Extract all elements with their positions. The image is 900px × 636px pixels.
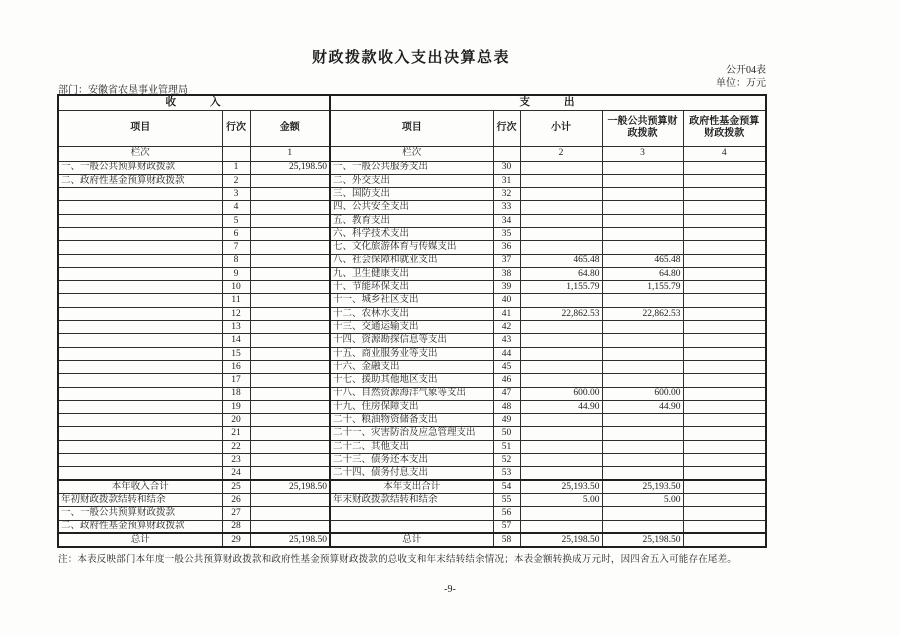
expense-line-cell: 56 (493, 507, 520, 520)
income-amount-cell (250, 427, 330, 440)
expense-general-budget-cell (602, 201, 683, 214)
income-line-cell: 2 (222, 174, 250, 187)
expense-line-cell: 35 (493, 227, 520, 240)
expense-subtotal-cell (520, 454, 602, 467)
expense-line-cell: 38 (493, 267, 520, 280)
income-amount-cell (250, 321, 330, 334)
expense-line-cell: 47 (493, 387, 520, 400)
expense-general-budget-cell (602, 454, 683, 467)
income-item-cell (58, 201, 222, 214)
expense-gov-fund-cell (683, 161, 766, 174)
expense-general-budget-cell: 5.00 (602, 493, 683, 506)
income-item-cell (58, 387, 222, 400)
expense-gov-fund-cell (683, 360, 766, 373)
income-line-cell: 11 (222, 294, 250, 307)
expense-gov-fund-cell (683, 214, 766, 227)
expense-general-budget-cell: 600.00 (602, 387, 683, 400)
income-line-cell: 3 (222, 188, 250, 201)
income-index-1: 1 (250, 146, 330, 161)
expense-general-budget-cell: 22,862.53 (602, 307, 683, 320)
page-title: 财政拨款收入支出决算总表 (311, 50, 510, 66)
expense-line-cell: 31 (493, 174, 520, 187)
table-row (58, 307, 766, 320)
income-amount-cell (250, 440, 330, 453)
expense-general-budget-cell (602, 188, 683, 201)
income-line-cell: 5 (222, 214, 250, 227)
expense-item-cell: 五、教育支出 (330, 214, 493, 227)
income-item-cell (58, 294, 222, 307)
income-item-header: 项目 (58, 110, 222, 146)
income-line-cell: 6 (222, 227, 250, 240)
expense-subtotal-cell: 600.00 (520, 387, 602, 400)
expense-line-cell: 44 (493, 347, 520, 360)
income-item-cell (58, 454, 222, 467)
table-row (58, 493, 766, 506)
income-line-cell: 16 (222, 360, 250, 373)
table-row (58, 454, 766, 467)
table-row (58, 267, 766, 280)
income-amount-cell (250, 214, 330, 227)
expense-general-budget-cell (602, 427, 683, 440)
income-item-cell: 本年收入合计 (58, 480, 222, 493)
expense-gov-fund-cell (683, 454, 766, 467)
expense-subtotal-cell: 22,862.53 (520, 307, 602, 320)
income-amount-cell (250, 360, 330, 373)
income-item-cell (58, 321, 222, 334)
expense-item-header: 项目 (330, 110, 493, 146)
table-row (58, 227, 766, 240)
table-code: 公开04表 (726, 65, 766, 76)
expense-subtotal-cell (520, 414, 602, 427)
expense-gov-fund-cell (683, 294, 766, 307)
expense-general-budget-cell (602, 174, 683, 187)
expense-general-budget-cell (602, 347, 683, 360)
income-item-cell: 二、政府性基金预算财政拨款 (58, 174, 222, 187)
table-body (58, 161, 766, 547)
table-row (58, 161, 766, 174)
expense-item-cell: 十、节能环保支出 (330, 281, 493, 294)
expense-general-budget-cell (602, 440, 683, 453)
expense-gov-fund-cell (683, 414, 766, 427)
expense-gov-fund-cell (683, 387, 766, 400)
income-line-cell: 25 (222, 480, 250, 493)
expense-gov-fund-cell (683, 241, 766, 254)
income-item-cell (58, 467, 222, 480)
income-line-cell: 15 (222, 347, 250, 360)
expense-subtotal-cell (520, 374, 602, 387)
table-row (58, 334, 766, 347)
income-line-cell: 24 (222, 467, 250, 480)
income-amount-cell (250, 347, 330, 360)
expense-index-4: 4 (683, 146, 766, 161)
expense-index-line (493, 146, 520, 161)
section-header-row (58, 95, 766, 110)
expense-subtotal-cell: 25,193.50 (520, 480, 602, 493)
income-item-cell (58, 254, 222, 267)
table-row (58, 241, 766, 254)
fiscal-summary-table (57, 94, 767, 548)
income-index-line (222, 146, 250, 161)
expense-gov-fund-cell (683, 533, 766, 546)
income-line-cell: 29 (222, 533, 250, 546)
expense-general-budget-cell (602, 467, 683, 480)
expense-general-budget-cell (602, 520, 683, 533)
expense-line-cell: 33 (493, 201, 520, 214)
income-amount-header: 金额 (250, 110, 330, 146)
expense-line-cell: 42 (493, 321, 520, 334)
column-index-row (58, 146, 766, 161)
expense-gov-fund-cell (683, 267, 766, 280)
income-line-cell: 27 (222, 507, 250, 520)
table-row (58, 321, 766, 334)
income-item-cell (58, 440, 222, 453)
expense-subtotal-cell: 25,198.50 (520, 533, 602, 546)
expense-item-cell: 十二、农林水支出 (330, 307, 493, 320)
expense-subtotal-cell (520, 507, 602, 520)
expense-general-budget-cell: 44.90 (602, 400, 683, 413)
table-row (58, 414, 766, 427)
expense-line-cell: 34 (493, 214, 520, 227)
expense-general-budget-cell: 1,155.79 (602, 281, 683, 294)
expense-line-cell: 32 (493, 188, 520, 201)
expense-gov-fund-cell (683, 480, 766, 493)
expense-gov-fund-cell (683, 520, 766, 533)
income-line-cell: 20 (222, 414, 250, 427)
expense-line-cell: 39 (493, 281, 520, 294)
expense-gov-fund-cell (683, 281, 766, 294)
table-row (58, 188, 766, 201)
table-row (58, 480, 766, 493)
expense-gov-fund-cell (683, 188, 766, 201)
income-item-cell: 一、一般公共预算财政拨款 (58, 161, 222, 174)
income-amount-cell (250, 241, 330, 254)
expense-general-budget-cell (602, 241, 683, 254)
table-meta (716, 64, 766, 90)
expense-subtotal-cell (520, 161, 602, 174)
expense-item-cell: 年末财政拨款结转和结余 (330, 493, 493, 506)
income-item-cell (58, 414, 222, 427)
expense-subtotal-cell (520, 334, 602, 347)
expense-subtotal-cell: 64.80 (520, 267, 602, 280)
table-row (58, 347, 766, 360)
table-row (58, 360, 766, 373)
expense-item-cell: 十四、资源勘探信息等支出 (330, 334, 493, 347)
income-item-cell (58, 241, 222, 254)
income-item-cell: 总计 (58, 533, 222, 546)
expense-general-budget-cell (602, 161, 683, 174)
table-row (58, 427, 766, 440)
table-row (58, 387, 766, 400)
expense-line-cell: 30 (493, 161, 520, 174)
expense-subtotal-cell (520, 347, 602, 360)
income-amount-cell: 25,198.50 (250, 533, 330, 546)
expense-subtotal-cell (520, 440, 602, 453)
expense-gov-fund-cell (683, 440, 766, 453)
department-label: 部门：安徽省农垦事业管理局 (58, 85, 188, 96)
expense-item-cell: 本年支出合计 (330, 480, 493, 493)
expense-general-budget-cell (602, 334, 683, 347)
expense-gov-fund-cell (683, 254, 766, 267)
expense-general-budget-cell: 25,198.50 (602, 533, 683, 546)
expense-item-cell: 二十四、债务付息支出 (330, 467, 493, 480)
income-item-cell (58, 267, 222, 280)
expense-subtotal-cell (520, 241, 602, 254)
expense-item-cell: 六、科学技术支出 (330, 227, 493, 240)
income-item-cell (58, 347, 222, 360)
income-amount-cell: 25,198.50 (250, 161, 330, 174)
expense-item-cell: 十七、援助其他地区支出 (330, 374, 493, 387)
table-row (58, 400, 766, 413)
expense-general-budget-header: 一般公共预算财政拨款 (602, 110, 683, 146)
expense-subtotal-cell (520, 227, 602, 240)
expense-subtotal-cell: 465.48 (520, 254, 602, 267)
expense-item-cell: 十九、住房保障支出 (330, 400, 493, 413)
expense-line-cell: 55 (493, 493, 520, 506)
expense-subtotal-cell (520, 360, 602, 373)
income-item-cell (58, 281, 222, 294)
table-row (58, 281, 766, 294)
expense-item-cell: 二十一、灾害防治及应急管理支出 (330, 427, 493, 440)
income-line-cell: 21 (222, 427, 250, 440)
expense-line-cell: 37 (493, 254, 520, 267)
income-amount-cell (250, 400, 330, 413)
income-amount-cell (250, 467, 330, 480)
expense-subtotal-cell (520, 201, 602, 214)
income-amount-cell (250, 507, 330, 520)
table-row (58, 520, 766, 533)
expense-subtotal-cell (520, 174, 602, 187)
income-item-cell (58, 188, 222, 201)
expense-line-cell: 50 (493, 427, 520, 440)
income-item-cell: 二、政府性基金预算财政拨款 (58, 520, 222, 533)
expense-item-cell: 十六、金融支出 (330, 360, 493, 373)
expense-gov-fund-cell (683, 374, 766, 387)
income-item-cell (58, 307, 222, 320)
expense-item-cell: 十八、自然资源海洋气象等支出 (330, 387, 493, 400)
expense-general-budget-cell (602, 414, 683, 427)
expense-line-cell: 54 (493, 480, 520, 493)
page-number: -9- (444, 584, 456, 595)
table-row (58, 440, 766, 453)
expense-gov-fund-cell (683, 227, 766, 240)
expense-general-budget-cell (602, 214, 683, 227)
income-amount-cell (250, 201, 330, 214)
expense-section-header: 支出 (330, 95, 766, 110)
income-line-cell: 9 (222, 267, 250, 280)
income-index-label: 栏次 (58, 146, 222, 161)
income-amount-cell (250, 281, 330, 294)
expense-line-cell: 45 (493, 360, 520, 373)
table-row (58, 467, 766, 480)
expense-subtotal-cell (520, 214, 602, 227)
expense-subtotal-cell: 1,155.79 (520, 281, 602, 294)
income-item-cell (58, 214, 222, 227)
income-line-cell: 13 (222, 321, 250, 334)
table-row (58, 201, 766, 214)
expense-gov-fund-cell (683, 334, 766, 347)
expense-item-cell: 十五、商业服务业等支出 (330, 347, 493, 360)
income-line-cell: 22 (222, 440, 250, 453)
expense-line-cell: 58 (493, 533, 520, 546)
income-amount-cell (250, 387, 330, 400)
column-header-row (58, 110, 766, 146)
expense-line-cell: 43 (493, 334, 520, 347)
income-item-cell (58, 334, 222, 347)
expense-gov-fund-cell (683, 467, 766, 480)
expense-gov-fund-cell (683, 427, 766, 440)
income-amount-cell (250, 294, 330, 307)
expense-gov-fund-cell (683, 347, 766, 360)
unit-label: 单位：万元 (716, 78, 766, 89)
expense-item-cell: 二、外交支出 (330, 174, 493, 187)
expense-subtotal-cell: 5.00 (520, 493, 602, 506)
expense-subtotal-cell (520, 321, 602, 334)
table-row (58, 533, 766, 546)
expense-line-cell: 40 (493, 294, 520, 307)
expense-index-label: 栏次 (330, 146, 493, 161)
table-row (58, 174, 766, 187)
expense-subtotal-cell (520, 467, 602, 480)
expense-item-cell: 七、文化旅游体育与传媒支出 (330, 241, 493, 254)
income-item-cell: 年初财政拨款结转和结余 (58, 493, 222, 506)
income-item-cell (58, 360, 222, 373)
expense-gov-fund-cell (683, 507, 766, 520)
income-amount-cell: 25,198.50 (250, 480, 330, 493)
expense-general-budget-cell: 25,193.50 (602, 480, 683, 493)
expense-line-cell: 53 (493, 467, 520, 480)
income-item-cell (58, 374, 222, 387)
income-item-cell (58, 227, 222, 240)
expense-gov-fund-cell (683, 307, 766, 320)
expense-subtotal-cell (520, 294, 602, 307)
expense-subtotal-cell (520, 188, 602, 201)
expense-subtotal-cell: 44.90 (520, 400, 602, 413)
income-amount-cell (250, 267, 330, 280)
expense-general-budget-cell (602, 374, 683, 387)
expense-general-budget-cell (602, 227, 683, 240)
income-line-cell: 14 (222, 334, 250, 347)
expense-index-3: 3 (602, 146, 683, 161)
expense-line-cell: 52 (493, 454, 520, 467)
income-amount-cell (250, 188, 330, 201)
income-line-cell: 10 (222, 281, 250, 294)
expense-line-cell: 36 (493, 241, 520, 254)
table-row (58, 507, 766, 520)
income-amount-cell (250, 227, 330, 240)
income-line-cell: 28 (222, 520, 250, 533)
income-amount-cell (250, 334, 330, 347)
income-line-cell: 23 (222, 454, 250, 467)
expense-gov-fund-header: 政府性基金预算财政拨款 (683, 110, 766, 146)
expense-gov-fund-cell (683, 400, 766, 413)
income-line-cell: 7 (222, 241, 250, 254)
expense-index-2: 2 (520, 146, 602, 161)
expense-gov-fund-cell (683, 321, 766, 334)
income-item-cell (58, 400, 222, 413)
income-item-cell: 一、一般公共预算财政拨款 (58, 507, 222, 520)
income-amount-cell (250, 307, 330, 320)
expense-gov-fund-cell (683, 201, 766, 214)
table-row (58, 374, 766, 387)
income-amount-cell (250, 174, 330, 187)
income-line-cell: 19 (222, 400, 250, 413)
expense-item-cell: 二十、粮油物资储备支出 (330, 414, 493, 427)
income-line-cell: 12 (222, 307, 250, 320)
expense-item-cell: 十一、城乡社区支出 (330, 294, 493, 307)
expense-item-cell: 八、社会保障和就业支出 (330, 254, 493, 267)
expense-general-budget-cell: 64.80 (602, 267, 683, 280)
income-amount-cell (250, 520, 330, 533)
income-item-cell (58, 427, 222, 440)
footnote: 注：本表反映部门本年度一般公共预算财政拨款和政府性基金预算财政拨款的总收支和年末结转结余情况；本表金额转换成万元时，因四舍五入可能存在尾差。 (58, 555, 738, 565)
expense-item-cell (330, 507, 493, 520)
table-row (58, 254, 766, 267)
income-line-cell: 4 (222, 201, 250, 214)
expense-general-budget-cell (602, 507, 683, 520)
expense-item-cell (330, 520, 493, 533)
expense-item-cell: 四、公共安全支出 (330, 201, 493, 214)
expense-item-cell: 十三、交通运输支出 (330, 321, 493, 334)
expense-item-cell: 二十二、其他支出 (330, 440, 493, 453)
income-section-header: 收入 (58, 95, 330, 110)
income-line-cell: 18 (222, 387, 250, 400)
expense-item-cell: 九、卫生健康支出 (330, 267, 493, 280)
expense-line-cell: 46 (493, 374, 520, 387)
expense-item-cell: 一、一般公共服务支出 (330, 161, 493, 174)
income-amount-cell (250, 254, 330, 267)
expense-subtotal-cell (520, 427, 602, 440)
income-amount-cell (250, 493, 330, 506)
expense-general-budget-cell (602, 321, 683, 334)
expense-line-cell: 41 (493, 307, 520, 320)
expense-line-cell: 48 (493, 400, 520, 413)
expense-item-cell: 二十三、债务还本支出 (330, 454, 493, 467)
income-line-header: 行次 (222, 110, 250, 146)
expense-item-cell: 三、国防支出 (330, 188, 493, 201)
expense-item-cell: 总计 (330, 533, 493, 546)
expense-general-budget-cell (602, 294, 683, 307)
expense-line-cell: 49 (493, 414, 520, 427)
expense-line-header: 行次 (493, 110, 520, 146)
expense-general-budget-cell: 465.48 (602, 254, 683, 267)
expense-subtotal-cell (520, 520, 602, 533)
income-line-cell: 8 (222, 254, 250, 267)
table-row (58, 294, 766, 307)
expense-line-cell: 51 (493, 440, 520, 453)
income-line-cell: 17 (222, 374, 250, 387)
income-amount-cell (250, 374, 330, 387)
expense-subtotal-header: 小计 (520, 110, 602, 146)
expense-line-cell: 57 (493, 520, 520, 533)
income-amount-cell (250, 414, 330, 427)
expense-gov-fund-cell (683, 174, 766, 187)
expense-general-budget-cell (602, 360, 683, 373)
income-line-cell: 26 (222, 493, 250, 506)
income-line-cell: 1 (222, 161, 250, 174)
expense-gov-fund-cell (683, 493, 766, 506)
table-row (58, 214, 766, 227)
income-amount-cell (250, 454, 330, 467)
